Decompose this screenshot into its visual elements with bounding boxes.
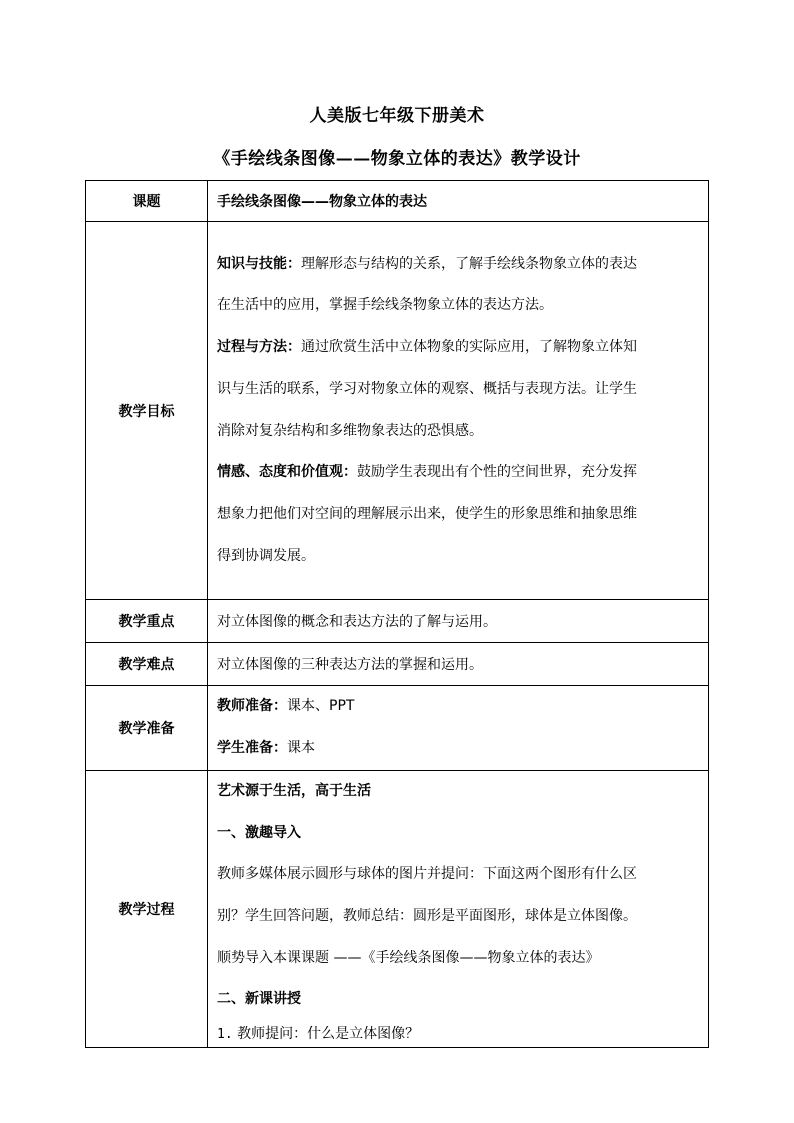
- goal-emotion-line3: 得到协调发展。: [217, 547, 315, 564]
- key-point-value: 对立体图像的概念和表达方法的了解与运用。: [208, 600, 709, 643]
- table-row-goals: [86, 222, 709, 600]
- student-prep-head: 学生准备：: [217, 740, 287, 756]
- table-row-process: [86, 771, 709, 1048]
- table-row-difficulty: [86, 643, 709, 686]
- table-row-key-point: [86, 600, 709, 643]
- preparation-content: [208, 686, 709, 771]
- process-section-1: 一、激趣导入: [217, 824, 301, 841]
- difficulty-label: 教学难点: [86, 643, 208, 686]
- goal-knowledge-head: 知识与技能：: [217, 255, 301, 272]
- teacher-prep-head: 教师准备：: [217, 698, 287, 715]
- goal-knowledge-line2: 在生活中的应用，掌握手绘线条物象立体的表达方法。: [217, 297, 553, 314]
- goal-process-head: 过程与方法：: [217, 339, 301, 356]
- process-para1-line1: 教师多媒体展示圆形与球体的图片并提问：下面这两个图形有什么区: [217, 866, 637, 883]
- goal-knowledge-line1: [217, 244, 700, 286]
- goal-process-line3: 消除对复杂结构和多维物象表达的恐惧感。: [217, 422, 483, 439]
- goal-process-text: 通过欣赏生活中立体物象的实际应用，了解物象立体知: [301, 339, 637, 356]
- key-point-label: 教学重点: [86, 600, 208, 643]
- goals-content: [208, 222, 709, 600]
- lesson-plan-table: [85, 180, 709, 1048]
- process-item-1: [217, 1021, 700, 1047]
- goals-label: 教学目标: [86, 222, 208, 600]
- goal-process-line1: [217, 327, 700, 369]
- document-subtitle: 《手绘线条图像——物象立体的表达》教学设计: [213, 149, 581, 169]
- teacher-prep-value: 课本、PPT: [287, 698, 355, 715]
- teacher-prep-line: [217, 686, 700, 728]
- process-motto: 艺术源于生活，高于生活: [217, 783, 371, 799]
- goal-emotion-head: 情感、态度和价值观：: [217, 464, 357, 481]
- process-para1-line2: 别？学生回答问题，教师总结：圆形是平面图形，球体是立体图像。: [217, 908, 637, 925]
- document-title: 人美版七年级下册美术: [309, 106, 485, 126]
- process-label: 教学过程: [86, 771, 208, 1048]
- student-prep-line: [217, 728, 700, 770]
- goal-emotion-text: 鼓励学生表现出有个性的空间世界，充分发挥: [357, 464, 637, 481]
- goal-emotion-line2: 想象力把他们对空间的理解展示出来，使学生的形象思维和抽象思维: [217, 505, 637, 522]
- difficulty-value: 对立体图像的三种表达方法的掌握和运用。: [208, 643, 709, 686]
- table-row-preparation: [86, 686, 709, 771]
- process-item-1-text: 教师提问：什么是立体图像？: [237, 1026, 420, 1043]
- process-content: [208, 771, 709, 1048]
- preparation-label: 教学准备: [86, 686, 208, 771]
- student-prep-value: 课本: [287, 740, 315, 756]
- goal-emotion-line1: [217, 452, 700, 494]
- process-para1-line3: 顺势导入本课课题 ——《手绘线条图像——物象立体的表达》: [217, 949, 600, 966]
- topic-label: 课题: [86, 181, 208, 222]
- goal-process-line2: 识与生活的联系，学习对物象立体的观察、概括与表现方法。让学生: [217, 380, 637, 397]
- process-item-1-number: 1.: [217, 1027, 233, 1043]
- process-section-2: 二、新课讲授: [217, 991, 301, 1008]
- goal-knowledge-text: 理解形态与结构的关系，了解手绘线条物象立体的表达: [301, 255, 637, 272]
- topic-value: 手绘线条图像——物象立体的表达: [208, 181, 709, 222]
- table-row-topic: [86, 181, 709, 222]
